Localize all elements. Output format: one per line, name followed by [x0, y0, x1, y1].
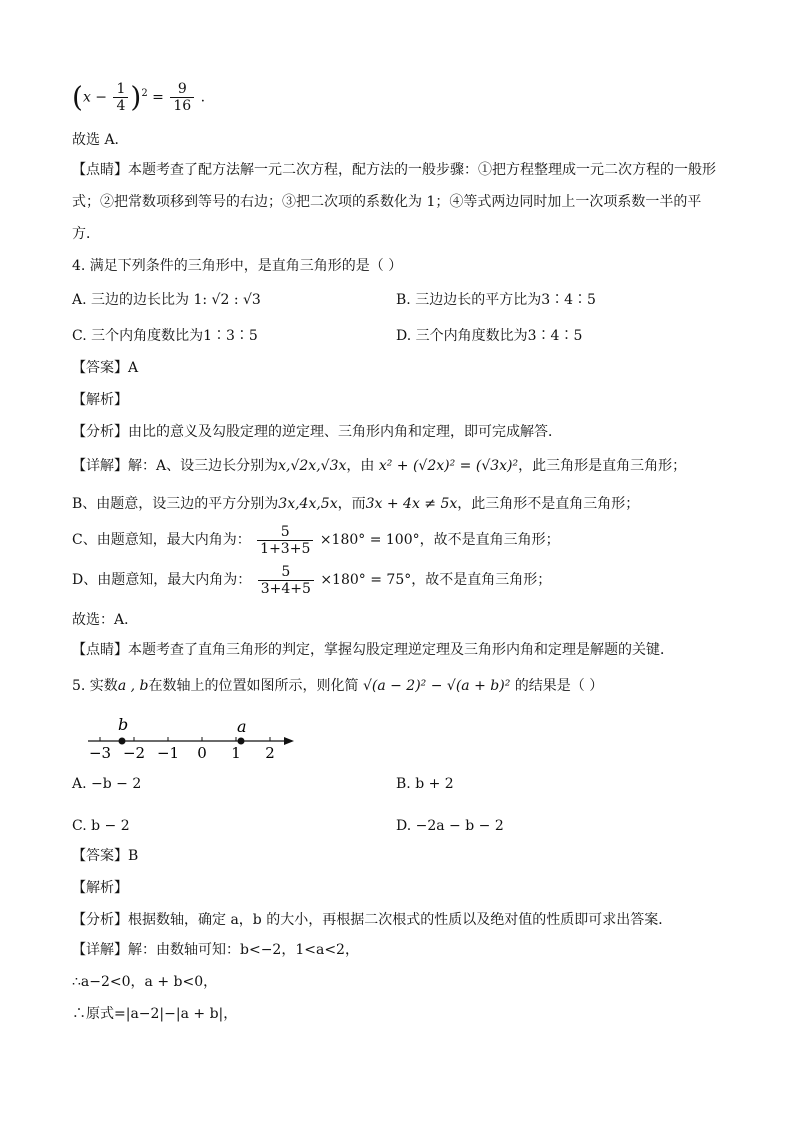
number-line-tick-label: 0: [197, 744, 207, 762]
number-line-tick-label: −1: [156, 744, 180, 762]
q5-answer: 【答案】B: [72, 848, 139, 864]
q4-option-d: D. 三个内角度数比为3∶4∶5: [396, 328, 583, 344]
number-line-tick-label: −3: [88, 744, 112, 762]
question-4: 4. 满足下列条件的三角形中，是直角三角形的是（ ）: [72, 258, 403, 274]
point-a-dot: [238, 738, 245, 745]
number-line-tick-label: 1: [231, 744, 241, 762]
remark-line-2: 式；②把常数项移到等号的右边；③把二次项的系数化为 1；④等式两边同时加上一次项系数一半的平: [72, 194, 702, 210]
q4-option-b: B. 三边边长的平方比为3∶4∶5: [396, 292, 596, 308]
q4-analysis-heading: 【解析】: [72, 392, 128, 408]
q4-detail-d: D、由题意知，最大内角为： $\frac{5}{3+4+5}$ ×180° = 75°，故不是直角三角形；: [72, 563, 552, 597]
q4-detail-b: B、由题意，设三边的平方分别为3x,4x,5x，而3x + 4x ≠ 5x，此三角形不是直角三角形；: [72, 496, 640, 512]
remark-line-3: 方．: [72, 226, 100, 242]
remark-line-1: 【点睛】本题考查了配方法解一元二次方程，配方法的一般步骤：①把方程整理成一元二次方程的一般形: [72, 162, 716, 178]
q5-option-d: D. −2a − b − 2: [396, 818, 504, 834]
fraction-nine-sixteenths: $\frac{9}{16}$: [170, 81, 194, 114]
point-a-label: a: [237, 717, 247, 736]
q5-detail: 【详解】解：由数轴可知：b<−2，1<a<2，: [72, 942, 359, 958]
q4-remark: 【点睛】本题考查了直角三角形的判定，掌握勾股定理逆定理及三角形内角和定理是解题的关键．: [72, 642, 674, 658]
q4-detail-c: C、由题意知，最大内角为： $\frac{5}{1+3+5}$ ×180° = 100°，故不是直角三角形；: [72, 523, 560, 557]
paren-left: (: [72, 80, 83, 114]
question-5: 5. 实数a , b在数轴上的位置如图所示，则化简 √(a − 2)² − √(a + b)² 的结果是（ ）: [72, 678, 604, 694]
number-line-figure: [84, 714, 304, 764]
equation-line: (x − $\frac{1}{4}$ )$^2$ = $\frac{9}{16}$ .: [72, 80, 206, 115]
q5-analysis: 【分析】根据数轴，确定 a，b 的大小，再根据二次根式的性质以及绝对值的性质即可求出答案．: [72, 912, 673, 928]
q4-select: 故选：A．: [72, 612, 139, 628]
q5-option-a: A. −b − 2: [72, 776, 142, 792]
fraction-quarter: $\frac{1}{4}$: [113, 81, 128, 114]
select-answer-line: 故选 A．: [72, 132, 129, 148]
number-line-arrow: [284, 737, 294, 745]
q5-analysis-heading: 【解析】: [72, 880, 128, 896]
q4-option-a: A. 三边的边长比为 1: √2 : √3: [72, 292, 261, 308]
point-b-dot: [119, 738, 126, 745]
fraction-c: $\frac{5}{1+3+5}$: [257, 524, 313, 557]
point-b-label: b: [118, 715, 129, 734]
q4-answer: 【答案】A: [72, 360, 139, 376]
q5-step-1: ∴a−2<0，a + b<0，: [72, 974, 218, 990]
q4-analysis: 【分析】由比的意义及勾股定理的逆定理、三角形内角和定理，即可完成解答．: [72, 424, 562, 440]
number-line-tick-label: −2: [122, 744, 146, 762]
number-line-tick-label: 2: [265, 744, 275, 762]
paren-right: ): [130, 80, 142, 114]
q5-option-b: B. b + 2: [396, 776, 454, 792]
fraction-d: $\frac{5}{3+4+5}$: [258, 564, 314, 597]
q4-option-c: C. 三个内角度数比为1∶3∶5: [72, 328, 258, 344]
q4-detail-a: 【详解】解：A、设三边长分别为x,√2x,√3x，由 x² + (√2x)² = (√3x)²，此三角形是直角三角形；: [72, 458, 687, 474]
q5-option-c: C. b − 2: [72, 818, 130, 834]
q5-step-2: ∴原式=|a−2|−|a + b|，: [72, 1006, 238, 1022]
